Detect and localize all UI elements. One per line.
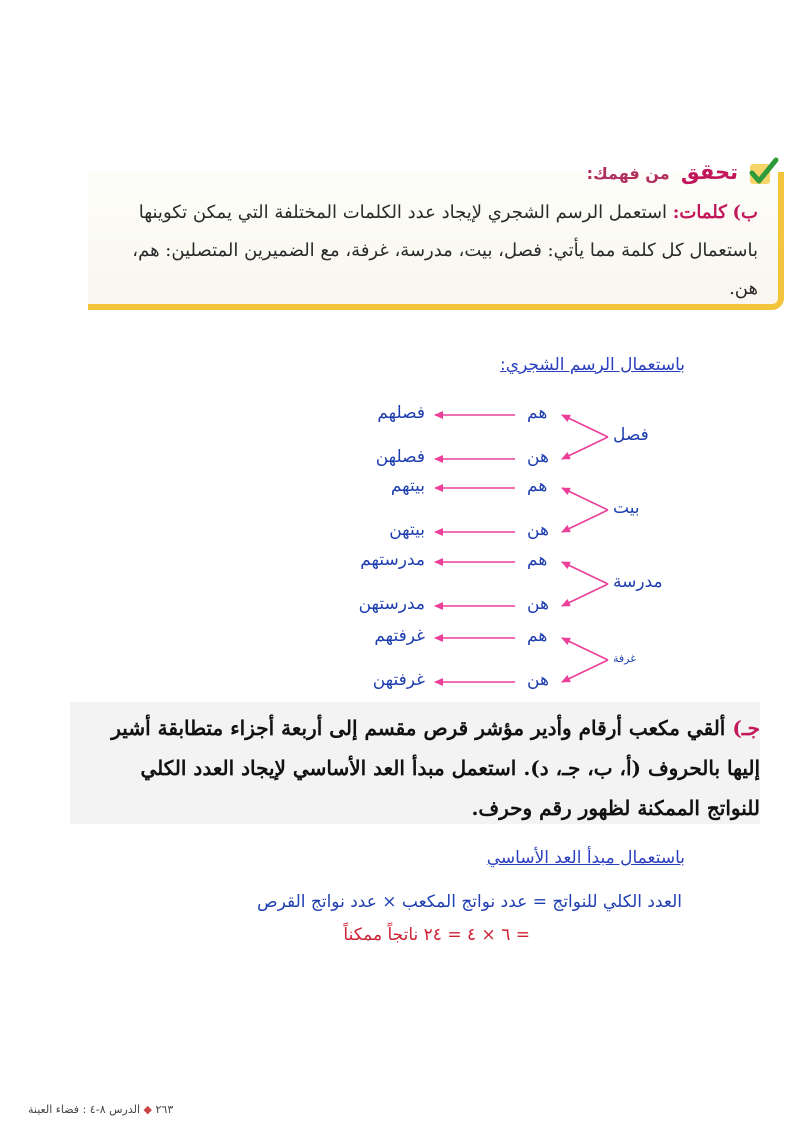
counting-heading: باستعمال مبدأ العد الأساسي [486, 848, 685, 868]
exercise-c [110, 708, 760, 828]
counting-formula: العدد الكلي للنواتج = عدد نواتج المكعب × عدد نواتج القرص [257, 892, 682, 912]
tree-word: بيت [613, 498, 640, 518]
checkmark-icon [746, 156, 780, 190]
check-title [587, 160, 738, 184]
footer-page-number: ٢٦٣ [155, 1103, 174, 1116]
exercise-c-text: ألقي مكعب أرقام وأدير مؤشر قرص مقسم إلى أربعة أجزاء متطابقة أشير إليها بالحروف (أ، ب، جـ، د). استعمل مبدأ العد الأساسي لإيجاد العدد الكلي للنواتج الممكنة لظهور رقم وحرف. [111, 716, 760, 820]
tree-pronoun: هن [527, 670, 549, 690]
tree-word: فصل [613, 425, 649, 445]
tree-pronoun: هم [527, 476, 548, 496]
check-title-main: تحقق [680, 160, 738, 184]
branch-arrow [562, 660, 608, 682]
tree-result: غرفتهم [374, 626, 425, 646]
tree-diagram [0, 390, 800, 700]
tree-pronoun: هن [527, 594, 549, 614]
tree-word: مدرسة [613, 572, 663, 592]
tree-pronoun: هم [527, 550, 548, 570]
tree-result: بيتهن [389, 520, 425, 540]
exercise-b [108, 194, 758, 308]
tree-result: مدرستهن [358, 594, 425, 614]
tree-pronoun: هم [527, 626, 548, 646]
tree-result: فصلهم [377, 403, 425, 423]
exercise-b-label: ب) [732, 202, 758, 223]
exercise-b-keyword: كلمات: [672, 202, 727, 223]
branch-arrow [562, 488, 608, 510]
branch-arrow [562, 415, 608, 437]
exercise-c-label: جـ) [732, 716, 760, 740]
tree-pronoun: هن [527, 447, 549, 467]
tree-result: بيتهم [390, 476, 425, 496]
branch-arrow [562, 584, 608, 606]
tree-result: فصلهن [375, 447, 425, 467]
footer-lesson: الدرس ٨-٤ : فضاء العينة [28, 1103, 141, 1116]
tree-heading: باستعمال الرسم الشجري: [500, 355, 685, 375]
tree-pronoun: هم [527, 403, 548, 423]
counting-result: = ٦ × ٤ = ٢٤ ناتجاً ممكناً [343, 925, 530, 945]
branch-arrow [562, 638, 608, 660]
exercise-b-text: استعمل الرسم الشجري لإيجاد عدد الكلمات المختلفة التي يمكن تكوينها باستعمال كل كلمة مما يأتي: فصل، بيت، مدرسة، غرفة، مع الضميرين المتصلين: هم، هن. [132, 202, 758, 299]
tree-result: مدرستهم [360, 550, 425, 570]
check-understanding-box [88, 160, 784, 310]
page-footer: ٢٦٣ ◆ الدرس ٨-٤ : فضاء العينة [28, 1103, 174, 1116]
tree-pronoun: هن [527, 520, 549, 540]
branch-arrow [562, 562, 608, 584]
tree-result: غرفتهن [372, 670, 425, 690]
check-title-sub: من فهمك: [586, 164, 670, 183]
branch-arrow [562, 437, 608, 459]
tree-word: غرفة [613, 652, 636, 665]
branch-arrow [562, 510, 608, 532]
